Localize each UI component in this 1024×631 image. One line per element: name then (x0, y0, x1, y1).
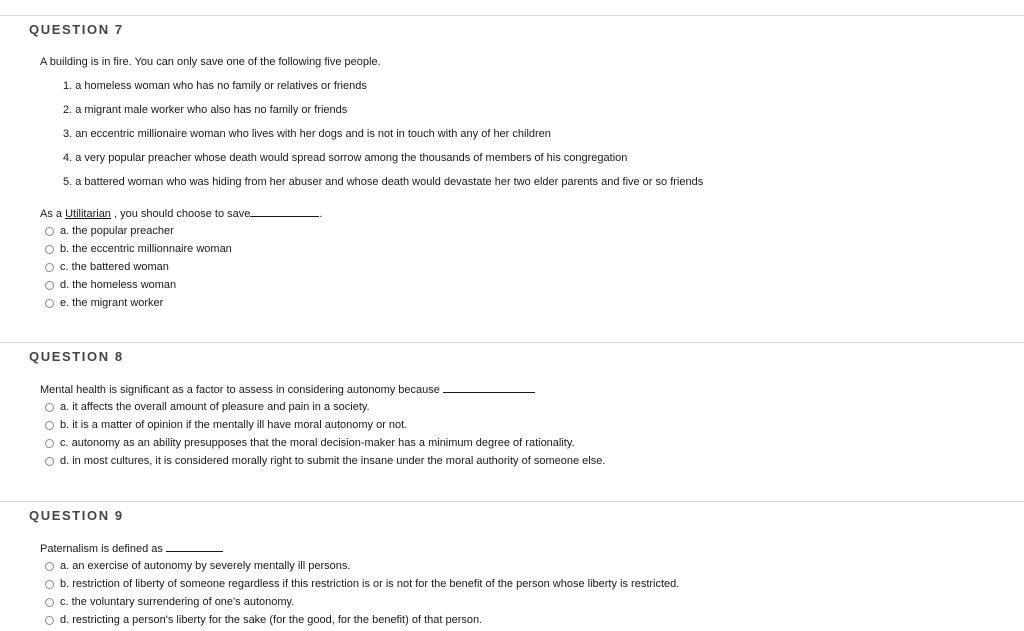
q9-option-a-label: a. an exercise of autonomy by severely mentally ill persons. (60, 560, 351, 572)
question-7-header: QUESTION 7 (29, 22, 124, 37)
q9-option-b[interactable] (45, 577, 679, 591)
q7-option-b[interactable] (45, 242, 232, 256)
radio-button[interactable] (45, 421, 54, 430)
q7-option-b-label: b. the eccentric millionnaire woman (60, 243, 232, 255)
q7-option-d-label: d. the homeless woman (60, 279, 177, 291)
radio-button[interactable] (45, 245, 54, 254)
radio-button[interactable] (45, 457, 54, 466)
q9-option-c-label: c. the voluntary surrendering of one's autonomy. (60, 596, 295, 608)
person-item-4: 4. a very popular preacher whose death would spread sorrow among the thousands of members of his congregation (63, 152, 628, 164)
person-item-2: 2. a migrant male worker who also has no family or friends (63, 104, 348, 116)
q8-option-b-label: b. it is a matter of opinion if the mentally ill have moral autonomy or not. (60, 419, 408, 431)
q9-option-a[interactable] (45, 559, 350, 573)
question-7-stem-prefix: As a (40, 208, 66, 220)
question-9-header: QUESTION 9 (29, 508, 124, 523)
q8-option-d-label: d. in most cultures, it is considered morally right to submit the insane under the moral authority of someone else. (60, 455, 606, 467)
answer-blank (443, 382, 535, 393)
radio-button[interactable] (45, 227, 54, 236)
q8-option-c-label: c. autonomy as an ability presupposes that the moral decision-maker has a minimum degree of rationality. (60, 437, 575, 449)
radio-button[interactable] (45, 263, 54, 272)
q8-option-d[interactable] (45, 454, 605, 468)
q7-option-e[interactable] (45, 296, 163, 310)
question-8 (0, 342, 1024, 467)
radio-button[interactable] (45, 281, 54, 290)
q7-option-a[interactable] (45, 224, 174, 238)
q7-option-d[interactable] (45, 278, 176, 292)
q9-option-b-label: b. restriction of liberty of someone regardless if this restriction is or is not for the benefit of the person whose liberty is restricted. (60, 578, 680, 590)
radio-button[interactable] (45, 562, 54, 571)
radio-button[interactable] (45, 616, 54, 625)
q8-option-a-label: a. it affects the overall amount of pleasure and pain in a society. (60, 401, 370, 413)
q8-option-a[interactable] (45, 400, 370, 414)
question-8-header: QUESTION 8 (29, 349, 124, 364)
q9-option-c[interactable] (45, 595, 294, 609)
radio-button[interactable] (45, 598, 54, 607)
person-item-1: 1. a homeless woman who has no family or relatives or friends (63, 80, 367, 92)
q9-option-d-label: d. restricting a person's liberty for the sake (for the good, for the benefit) of that person. (60, 614, 483, 626)
question-7-prompt: A building is in fire. You can only save one of the following five people. (40, 56, 381, 68)
radio-button[interactable] (45, 439, 54, 448)
question-9-prompt-text: Paternalism is defined as (40, 543, 163, 555)
radio-button[interactable] (45, 299, 54, 308)
utilitarian-link[interactable]: Utilitarian (65, 208, 111, 220)
q7-option-a-label: a. the popular preacher (60, 225, 174, 237)
q9-option-d[interactable] (45, 613, 482, 627)
question-7-stem-end: . (319, 208, 323, 220)
question-9-prompt (40, 541, 223, 556)
question-9 (0, 501, 1024, 626)
person-item-3: 3. an eccentric millionaire woman who lives with her dogs and is not in touch with any of her children (63, 128, 551, 140)
q7-option-c-label: c. the battered woman (60, 261, 169, 273)
question-7-stem-suffix: , you should choose to save (110, 208, 251, 220)
answer-blank (250, 206, 319, 217)
question-8-prompt (40, 382, 535, 397)
radio-button[interactable] (45, 403, 54, 412)
question-7-stem (40, 206, 322, 221)
question-8-prompt-text: Mental health is significant as a factor to assess in considering autonomy because (40, 384, 440, 396)
radio-button[interactable] (45, 580, 54, 589)
answer-blank (166, 541, 223, 552)
q8-option-b[interactable] (45, 418, 407, 432)
person-item-5: 5. a battered woman who was hiding from her abuser and whose death would devastate her two elder parents and five or so friends (63, 176, 704, 188)
q7-option-e-label: e. the migrant worker (60, 297, 164, 309)
q8-option-c[interactable] (45, 436, 575, 450)
q7-option-c[interactable] (45, 260, 169, 274)
question-7 (0, 15, 1024, 309)
